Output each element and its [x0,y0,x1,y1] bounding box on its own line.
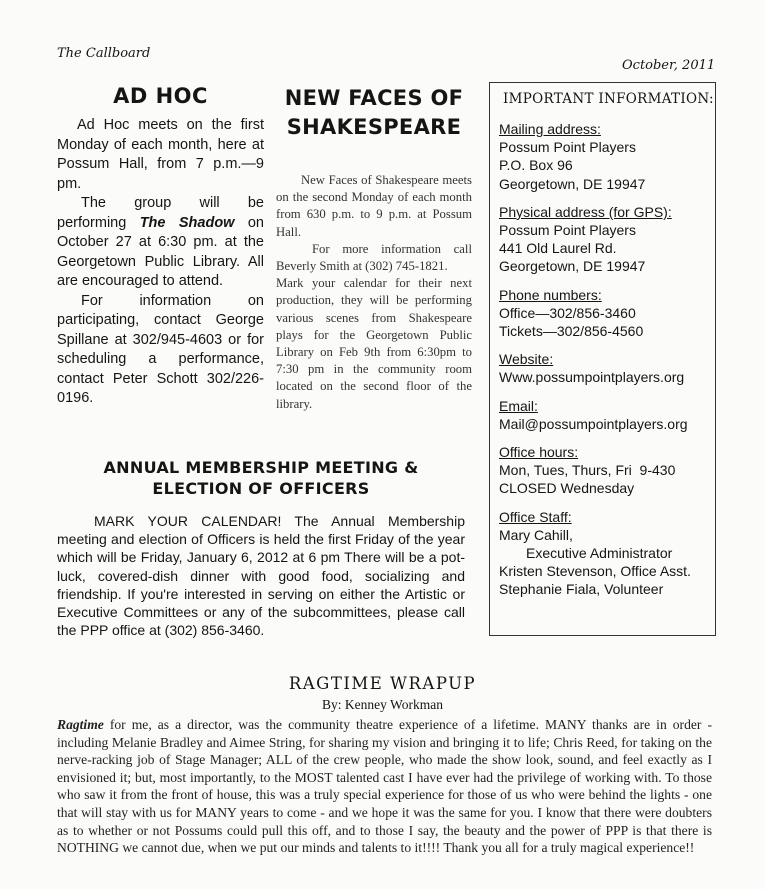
staff-line: Stephanie Fiala, Volunteer [499,581,664,598]
phone-line: Tickets—302/856-4560 [499,323,644,340]
ragtime-byline: By: Kenney Workman [322,697,443,712]
phone-label: Phone numbers: [499,286,602,303]
website-url[interactable]: Www.possumpointplayers.org [499,369,685,386]
physical-line: Georgetown, DE 19947 [499,258,646,275]
annual-title: ANNUAL MEMBERSHIP MEETING & ELECTION OF OFFICERS [103,458,419,498]
newfaces-para-3: Mark your calendar for their next production, they will be performing various scenes from Shakespeare plays for the Georgetown Public Library on Feb 9th from 6:30pm to 7:30 pm in the community room located on the second floor of the library. [276,276,472,411]
mailing-label: Mailing address: [499,121,601,137]
office-hours [499,443,715,498]
newsletter-name: The Callboard [57,46,151,61]
staff-label: Office Staff: [499,508,572,525]
info-title: IMPORTANT INFORMATION: [503,91,714,107]
newfaces-article [276,84,472,413]
physical-label: Physical address (for GPS): [499,203,672,220]
adhoc-para-1: Ad Hoc meets on the first Monday of each month, here at Possum Hall, from 7 p.m.—9 pm. [57,117,264,192]
physical-line: Possum Point Players [499,221,636,238]
ragtime-body [57,716,712,857]
annual-body: MARK YOUR CALENDAR! The Annual Membership meeting and election of Officers is held the first Friday of the year which will be Friday, January 6, 2012 at 6 pm There will be a pot-luck, covered-dish dinner with good food, socializing and friendship. If you're interested in serving on either the Artistic or Executive Committees or any of the subcommittees, please call the PPP office at (302) 856-3460. [57,513,465,639]
adhoc-para-2: The group will be performing The Shadow on October 27 at 6:30 pm. at the Georgetown Public Library. All are encouraged to attend. [57,195,264,289]
newfaces-para-1: New Faces of Shakespeare meets on the second Monday of each month from 630 p.m. to 9 p.m. at Possum Hall. [276,173,472,239]
ragtime-text: for me, as a director, was the community theatre experience of a lifetime. MANY thanks are in order - including Melanie Bradley and Aimee String, for sharing my vision and bringing it to life; Chris Reed, for taking on the nerve-racking job of Stage Manager; ALL of the crew people, who made the show look, sound, and feel exactly as I envisioned it; but, most importantly, to the MOST talented cast I have ever had the privilege of working with. To those who saw it from the front of house, this was a truly special experience for those of us who were behind the lights - one that will stay with us for MANY years to come - and we hope it was the same for you. I know that there were doubters as to whether or not Possums could pull this off, and to those I say, the beauty and the power of PPP is that there is NOTHING we cannot due, when we put our minds and talents to it!!!! Thank you all for a truly magical experience!! [57,717,712,856]
ragtime-lead: Ragtime [57,717,104,732]
website [499,350,715,386]
physical-address [499,203,715,276]
ragtime-title: RAGTIME WRAPUP [288,674,477,693]
email-label: Email: [499,397,538,414]
mailing-line: Georgetown, DE 19947 [499,175,646,192]
mailing-line: Possum Point Players [499,139,636,155]
email-address[interactable]: Mail@possumpointplayers.org [499,415,688,432]
annual-meeting-article [57,457,465,639]
staff-line: Executive Administrator [526,544,673,561]
hours-line: CLOSED Wednesday [499,480,635,497]
phone-line: Office—302/856-3460 [499,304,636,321]
mailing-line: P.O. Box 96 [499,157,573,174]
newfaces-para-2: For more information call Beverly Smith at (302) 745-1821. [276,241,472,274]
adhoc-article [57,84,264,409]
email [499,397,715,433]
newfaces-title: NEW FACES OF SHAKESPEARE [284,86,464,139]
office-staff [499,508,715,599]
show-title: The Shadow [139,214,235,231]
mailing-address [499,120,715,193]
adhoc-title: AD HOC [113,84,208,108]
adhoc-para-3: For information on participating, contact George Spillane at 302/945-4603 or for scheduling a performance, contact Peter Schott 302/226-0196. [57,292,264,406]
website-label: Website: [499,351,554,368]
hours-label: Office hours: [499,443,579,460]
staff-line: Kristen Stevenson, Office Asst. [499,563,691,580]
physical-line: 441 Old Laurel Rd. [499,240,617,257]
hours-line: Mon, Tues, Thurs, Fri 9-430 [499,461,676,478]
phone-numbers [499,286,715,341]
staff-line: Mary Cahill, [499,526,573,543]
important-info-box [489,82,716,636]
issue-date: October, 2011 [622,58,716,73]
